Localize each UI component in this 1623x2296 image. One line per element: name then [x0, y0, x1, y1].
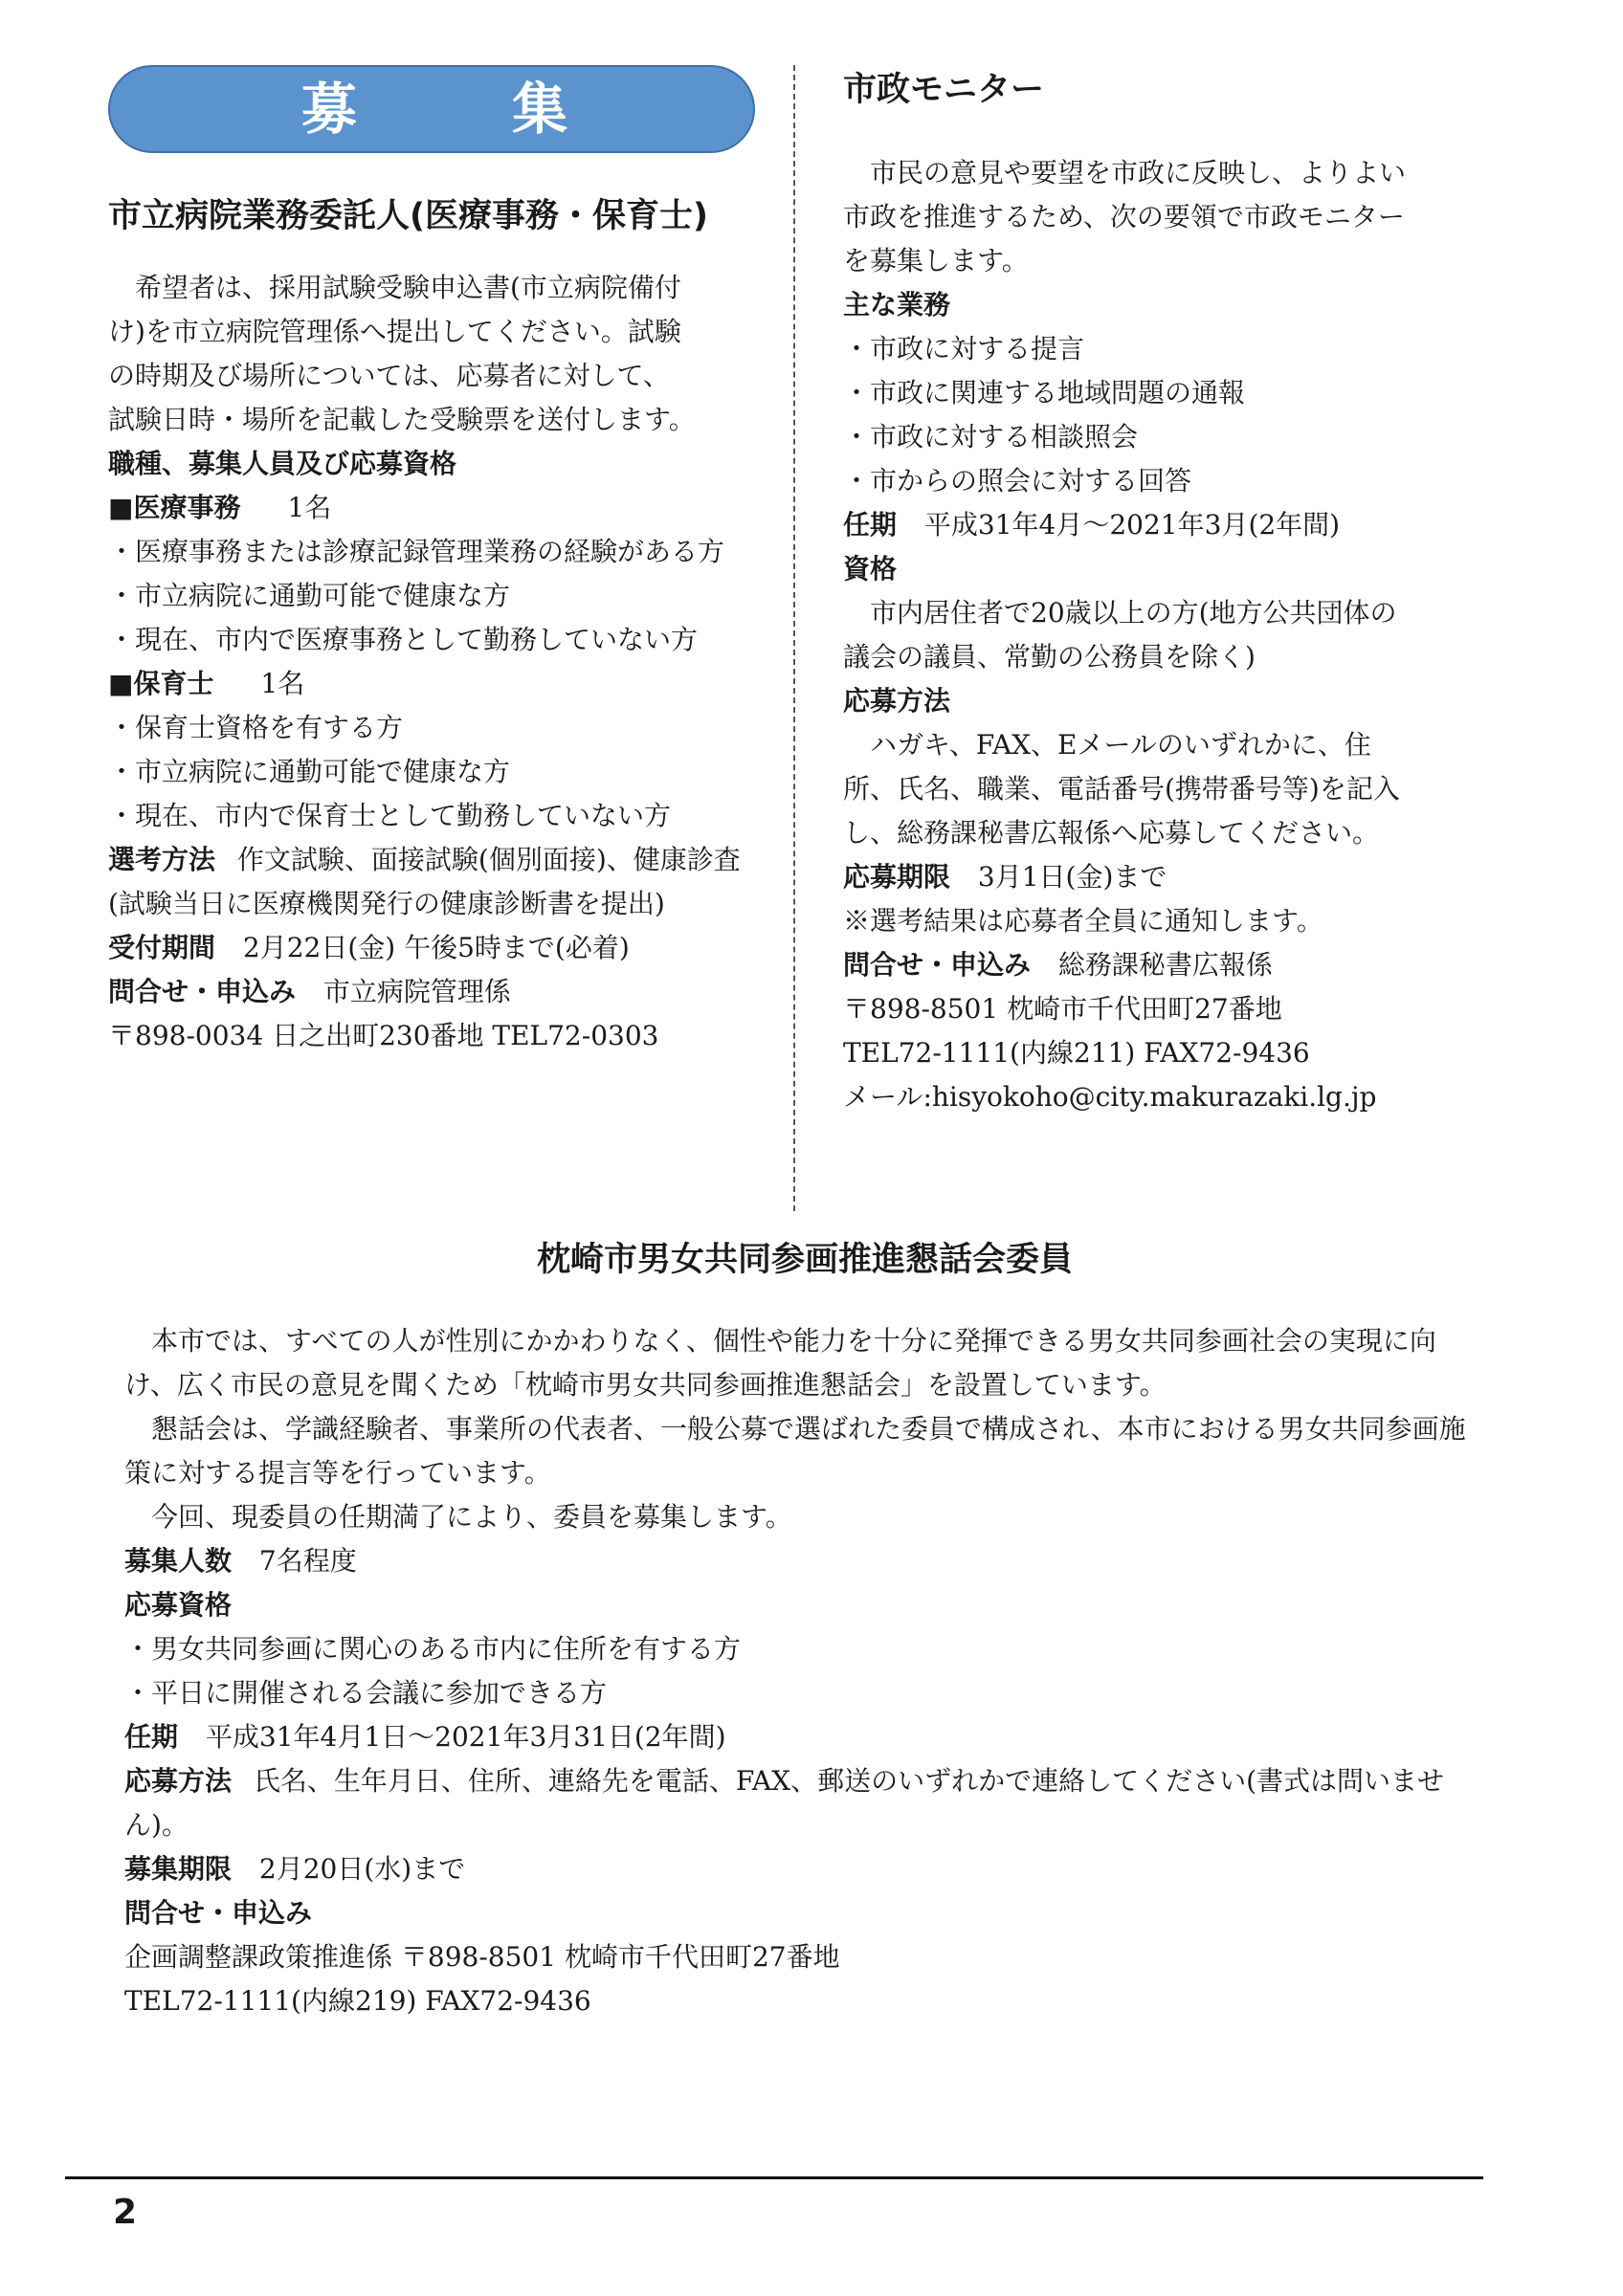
period-text: 2月22日(金) 午後5時まで(必着) [242, 932, 630, 963]
medical-item-1: ・医療事務または診療記録管理業務の経験がある方 [108, 536, 725, 567]
duty-item-1: ・市政に対する提言 [843, 333, 1085, 364]
monitor-deadline-text: 3月1日(金)まで [977, 861, 1167, 893]
monitor-note: ※選考結果は応募者全員に通知します。 [843, 905, 1323, 937]
gender-deadline-label: 募集期限 [124, 1853, 233, 1885]
duty-item-2: ・市政に関連する地域問題の通報 [843, 377, 1246, 408]
nursery-count: 1名 [260, 668, 305, 699]
banner-char-1: 募 [301, 77, 358, 142]
nursery-row [108, 662, 759, 706]
duties-label: 主な業務 [843, 289, 951, 320]
nursery-item-1: ・保育士資格を有する方 [108, 712, 404, 743]
monitor-section [843, 65, 1486, 1119]
gender-paragraph-1: 本市では、すべての人が性別にかかわりなく、個性や能力を十分に発揮できる男女共同参画社会の実現に向け、広く市民の意見を聞くため「枕崎市男女共同参画推進懇話会」を設置しています。 [124, 1325, 1436, 1401]
monitor-contact-label: 問合せ・申込み [843, 949, 1032, 981]
hospital-contact-text: 市立病院管理係 [322, 976, 511, 1007]
nursery-item-3: ・現在、市内で保育士として勤務していない方 [108, 800, 672, 831]
gender-apply-text: 氏名、生年月日、住所、連絡先を電話、FAX、郵送のいずれかで連絡してください(書式は問いません)。 [124, 1765, 1444, 1841]
gender-contact-1: 企画調整課政策推進係 〒898-8501 枕崎市千代田町27番地 [124, 1941, 840, 1973]
monitor-intro-1: 市民の意見や要望を市政に反映し、よりよい [870, 157, 1407, 188]
gender-paragraph-3: 今回、現委員の任期満了により、委員を募集します。 [151, 1501, 792, 1533]
monitor-deadline [843, 855, 1486, 899]
hospital-contact-label: 問合せ・申込み [108, 976, 297, 1007]
selection-method [108, 838, 759, 926]
period-label: 受付期間 [108, 932, 216, 963]
monitor-deadline-label: 応募期限 [843, 861, 951, 893]
qualification-heading: 職種、募集人員及び応募資格 [108, 448, 457, 479]
nursery-label: ■保育士 [108, 668, 214, 699]
selection-label: 選考方法 [108, 844, 216, 875]
monitor-apply-2: 所、氏名、職業、電話番号(携帯番号等)を記入 [843, 773, 1400, 805]
gender-paragraph-2: 懇話会は、学識経験者、事業所の代表者、一般公募で選ばれた委員で構成され、本市における男女共同参画施策に対する提言等を行っています。 [124, 1413, 1466, 1489]
gender-term-label: 任期 [124, 1721, 179, 1753]
monitor-qual-label: 資格 [843, 553, 898, 585]
hospital-intro-2: け)を市立病院管理係へ提出してください。試験 [108, 316, 681, 347]
medical-clerk-row [108, 486, 759, 530]
gender-contact-label: 問合せ・申込み [124, 1897, 313, 1929]
monitor-term-label: 任期 [843, 509, 898, 541]
monitor-contact-text: 総務課秘書広報係 [1057, 949, 1273, 981]
monitor-tel: TEL72-1111(内線211) FAX72-9436 [843, 1037, 1310, 1069]
column-divider [793, 65, 795, 1211]
duty-item-3: ・市政に対する相談照会 [843, 421, 1139, 453]
gender-deadline [124, 1847, 1485, 1891]
gender-count [124, 1539, 1485, 1583]
nursery-item-2: ・市立病院に通勤可能で健康な方 [108, 756, 511, 787]
monitor-apply-1: ハガキ、FAX、Eメールのいずれかに、住 [870, 729, 1371, 761]
monitor-qual-1: 市内居住者で20歳以上の方(地方公共団体の [870, 597, 1397, 629]
gender-qual-2: ・平日に開催される会議に参加できる方 [124, 1677, 608, 1709]
duty-item-4: ・市からの照会に対する回答 [843, 465, 1192, 497]
gender-contact-2: TEL72-1111(内線219) FAX72-9436 [124, 1985, 591, 2017]
monitor-apply-label: 応募方法 [843, 685, 951, 717]
gender-qual-label: 応募資格 [124, 1589, 233, 1621]
selection-text: 作文試験、面接試験(個別面接)、健康診査(試験当日に医療機関発行の健康診断書を提出) [108, 844, 741, 919]
hospital-section [108, 65, 759, 1058]
monitor-intro-2: 市政を推進するため、次の要領で市政モニター [843, 201, 1405, 232]
gender-apply [124, 1759, 1485, 1847]
monitor-qual-2: 議会の議員、常勤の公務員を除く) [843, 641, 1256, 673]
gender-term-text: 平成31年4月1日～2021年3月31日(2年間) [205, 1721, 726, 1753]
gender-apply-label: 応募方法 [124, 1765, 233, 1797]
gender-count-text: 7名程度 [258, 1545, 357, 1577]
medical-clerk-label: ■医療事務 [108, 492, 241, 523]
medical-item-2: ・市立病院に通勤可能で健康な方 [108, 580, 511, 611]
medical-item-3: ・現在、市内で医療事務として勤務していない方 [108, 624, 699, 655]
reception-period [108, 926, 759, 970]
monitor-email[interactable]: メール:hisyokoho@city.makurazaki.lg.jp [843, 1081, 1377, 1113]
monitor-apply-3: し、総務課秘書広報係へ応募してください。 [843, 817, 1380, 849]
gender-deadline-text: 2月20日(水)まで [258, 1853, 466, 1885]
hospital-address: 〒898-0034 日之出町230番地 TEL72-0303 [108, 1020, 659, 1051]
hospital-title: 市立病院業務委託人(医療事務・保育士) [108, 197, 708, 235]
hospital-intro-3: の時期及び場所については、応募者に対して、 [108, 360, 670, 391]
gender-count-label: 募集人数 [124, 1545, 233, 1577]
medical-clerk-count: 1名 [287, 492, 332, 523]
gender-equality-section [124, 1239, 1485, 2023]
monitor-term-text: 平成31年4月～2021年3月(2年間) [923, 509, 1341, 541]
monitor-title: 市政モニター [843, 71, 1045, 109]
gender-qual-1: ・男女共同参画に関心のある市内に住所を有する方 [124, 1633, 742, 1665]
hospital-contact [108, 970, 759, 1014]
monitor-contact [843, 943, 1486, 987]
monitor-intro-3: を募集します。 [843, 245, 1029, 276]
banner-char-2: 集 [512, 77, 568, 142]
hospital-intro-4: 試験日時・場所を記載した受験票を送付します。 [108, 404, 696, 435]
footer-rule [65, 2176, 1483, 2179]
gender-title: 枕崎市男女共同参画推進懇話会委員 [536, 1241, 1073, 1279]
monitor-term [843, 503, 1486, 547]
recruitment-banner [108, 65, 755, 153]
hospital-intro-1: 希望者は、採用試験受験申込書(市立病院備付 [135, 272, 681, 303]
monitor-address: 〒898-8501 枕崎市千代田町27番地 [843, 993, 1282, 1025]
gender-term [124, 1715, 1485, 1759]
page-number: 2 [113, 2193, 138, 2232]
